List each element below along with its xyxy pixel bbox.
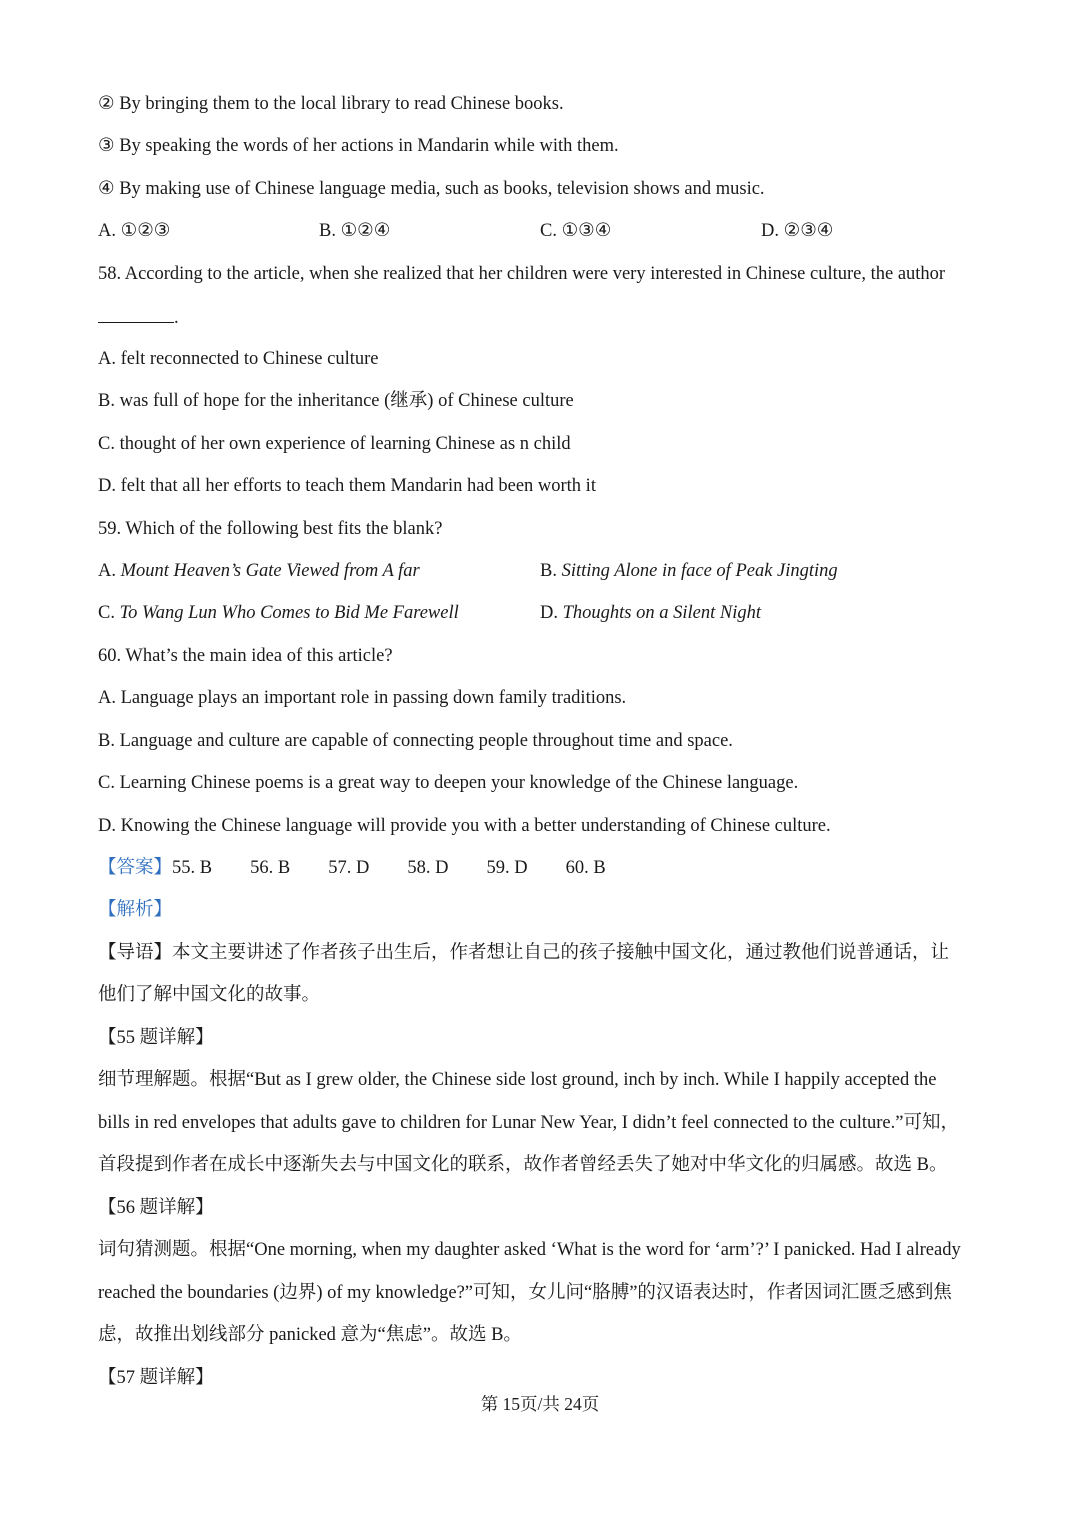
answer-blank	[98, 306, 174, 323]
q57-option-c: C. ①③④	[540, 221, 612, 241]
q59-option-d	[540, 601, 761, 625]
answer-label: 【答案】	[98, 858, 173, 878]
intro-line-2: 他们了解中国文化的故事。	[98, 985, 321, 1005]
detail-55-line-2: bills in red envelopes that adults gave to children for Lunar New Year, I didn’t feel connected to the culture.”可知，	[98, 1113, 959, 1133]
answer-item: 60. B	[565, 858, 606, 878]
q60-option-d: D. Knowing the Chinese language will provide you with a better understanding of Chinese culture.	[98, 816, 831, 836]
q58-stem-end: .	[174, 308, 179, 328]
q58-option-b: B. was full of hope for the inheritance (继承) of Chinese culture	[98, 391, 574, 411]
q59-stem: 59. Which of the following best fits the blank?	[98, 519, 443, 539]
option-title: Sitting Alone in face of Peak Jingting	[561, 561, 838, 581]
detail-55-line-3: 首段提到作者在成长中逐渐失去与中国文化的联系，故作者曾经丢失了她对中华文化的归属感。故选 B。	[98, 1155, 948, 1175]
q57-option-d: D. ②③④	[761, 221, 834, 241]
detail-55-line-1: 细节理解题。根据“But as I grew older, the Chinese side lost ground, inch by inch. While I happily accepted the	[98, 1070, 937, 1090]
q60-option-b: B. Language and culture are capable of connecting people throughout time and space.	[98, 731, 733, 751]
q60-option-a: A. Language plays an important role in passing down family traditions.	[98, 688, 627, 708]
q57-item-3: ③ By speaking the words of her actions in Mandarin while with them.	[98, 136, 619, 156]
answer-item: 57. D	[328, 858, 370, 878]
q59-option-b	[540, 559, 838, 583]
option-title: Mount Heaven’s Gate Viewed from A far	[120, 561, 420, 581]
answer-item: 55. B	[172, 858, 213, 878]
detail-56-heading: 【56 题详解】	[98, 1198, 214, 1218]
detail-56-line-1: 词句猜测题。根据“One morning, when my daughter asked ‘What is the word for ‘arm’?’ I panicked. Had I already	[98, 1240, 961, 1260]
q57-item-2: ② By bringing them to the local library to read Chinese books.	[98, 94, 564, 114]
page-footer: 第 15页/共 24页	[480, 1394, 600, 1414]
option-letter: A.	[98, 561, 121, 581]
q58-option-d: D. felt that all her efforts to teach them Mandarin had been worth it	[98, 476, 596, 496]
q58-stem: 58. According to the article, when she realized that her children were very interested in Chinese culture, the author	[98, 264, 946, 284]
answer-item: 58. D	[407, 858, 449, 878]
detail-56-line-3: 虑，故推出划线部分 panicked 意为“焦虑”。故选 B。	[98, 1325, 522, 1345]
q59-option-c	[98, 601, 459, 625]
analysis-label: 【解析】	[98, 900, 173, 920]
answer-item: 59. D	[486, 858, 528, 878]
answer-key	[98, 856, 644, 880]
q58-blank-line	[98, 306, 179, 330]
detail-55-heading: 【55 题详解】	[98, 1028, 214, 1048]
option-title: To Wang Lun Who Comes to Bid Me Farewell	[119, 603, 459, 623]
q59-option-a	[98, 559, 420, 583]
answer-item: 56. B	[250, 858, 291, 878]
q57-option-b: B. ①②④	[319, 221, 391, 241]
q57-option-a: A. ①②③	[98, 221, 171, 241]
option-letter: B.	[540, 561, 562, 581]
q60-option-c: C. Learning Chinese poems is a great way to deepen your knowledge of the Chinese language.	[98, 773, 799, 793]
q58-option-a: A. felt reconnected to Chinese culture	[98, 349, 379, 369]
detail-57-heading: 【57 题详解】	[98, 1368, 214, 1388]
detail-56-line-2: reached the boundaries (边界) of my knowledge?”可知，女儿问“胳膊”的汉语表达时，作者因词汇匮乏感到焦	[98, 1283, 952, 1303]
option-title: Thoughts on a Silent Night	[562, 603, 762, 623]
intro-line-1: 【导语】本文主要讲述了作者孩子出生后，作者想让自己的孩子接触中国文化，通过教他们说普通话，让	[98, 943, 950, 963]
option-letter: C.	[98, 603, 120, 623]
q57-item-4: ④ By making use of Chinese language media, such as books, television shows and music.	[98, 179, 765, 199]
q58-option-c: C. thought of her own experience of learning Chinese as n child	[98, 434, 571, 454]
option-letter: D.	[540, 603, 563, 623]
q60-stem: 60. What’s the main idea of this article?	[98, 646, 393, 666]
